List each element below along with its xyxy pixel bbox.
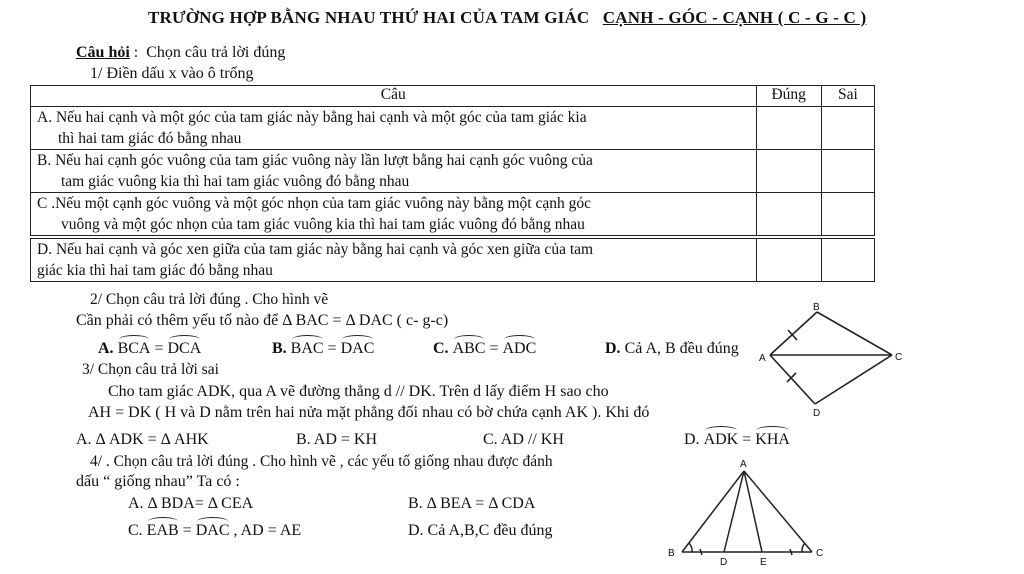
label-b: B: [668, 548, 675, 559]
table-header-row: [31, 86, 875, 107]
table-row: [31, 107, 875, 150]
q4-option-d[interactable]: D. Cả A,B,C đều đúng: [408, 522, 553, 539]
part1-heading: 1/ Điền dấu x vào ô trống: [90, 65, 254, 82]
title-main: TRƯỜNG HỢP BẰNG NHAU THỨ HAI CỦA TAM GIÁC: [148, 8, 590, 27]
angle-mark-c: [802, 543, 805, 552]
q4-option-a[interactable]: A. Δ BDA= Δ CEA: [128, 495, 254, 512]
sai-checkbox[interactable]: [821, 150, 874, 193]
column-header-dung: Đúng: [756, 86, 821, 107]
dung-checkbox[interactable]: [756, 150, 821, 193]
label-b: B: [813, 302, 820, 313]
q3-option-a[interactable]: A. Δ ADK = Δ AHK: [76, 431, 209, 448]
q2-option-a[interactable]: A. BCA = DCA: [98, 340, 202, 357]
label-e: E: [760, 557, 767, 568]
label-d: D: [813, 408, 821, 419]
title-sub: CẠNH - GÓC - CẠNH ( C - G - C ): [602, 8, 867, 27]
q3-option-b[interactable]: B. AD = KH: [296, 431, 378, 448]
q4-line2: dấu “ giống nhau” Ta có :: [76, 473, 240, 490]
label-a: A: [759, 353, 766, 364]
label-c: C: [816, 548, 824, 559]
answer-table: [30, 85, 875, 282]
cau-hoi-colon: :: [133, 44, 139, 61]
figure-triangle: [662, 455, 837, 570]
label-a: A: [740, 459, 747, 470]
q3-option-d[interactable]: D. ADK = KHA: [684, 431, 790, 448]
q2-option-c[interactable]: C. ABC = ADC: [433, 340, 537, 357]
table-row: [31, 237, 875, 282]
q3-heading: 3/ Chọn câu trả lời sai: [82, 361, 219, 378]
dung-checkbox[interactable]: [756, 237, 821, 282]
q3-line2: AH = DK ( H và D nằm trên hai nửa mặt phẳng đối nhau có bờ chứa cạnh AK ). Khi đó: [88, 404, 650, 421]
q4-option-b[interactable]: B. Δ BEA = Δ CDA: [408, 495, 536, 512]
question-header: [76, 44, 285, 62]
segment-ad: [770, 355, 815, 404]
table-row: [31, 193, 875, 238]
q2-option-b[interactable]: B. BAC = DAC: [272, 340, 375, 357]
dung-checkbox[interactable]: [756, 193, 821, 238]
sai-checkbox[interactable]: [821, 237, 874, 282]
column-header-sai: Sai: [821, 86, 874, 107]
sai-checkbox[interactable]: [821, 107, 874, 150]
q3-line1: Cho tam giác ADK, qua A vẽ đường thẳng d // DK. Trên d lấy điểm H sao cho: [108, 383, 609, 400]
q4-option-c[interactable]: C. EAB = DAC , AD = AE: [128, 522, 302, 539]
q3-option-c[interactable]: C. AD // KH: [483, 431, 564, 448]
figure-quadrilateral: [755, 300, 905, 420]
cau-hoi-text: Chọn câu trả lời đúng: [146, 44, 286, 61]
segment-bc: [817, 312, 892, 355]
q2-option-d[interactable]: D. Cả A, B đều đúng: [605, 340, 739, 357]
statement-cell: C .Nếu một cạnh góc vuông và một góc nhọn của tam giác vuông này bằng một cạnh góc vuông và một góc nhọn của tam giác vuông kia thì hai tam giác vuông đó bằng nhau: [31, 193, 757, 238]
dung-checkbox[interactable]: [756, 107, 821, 150]
label-d: D: [720, 557, 728, 568]
cau-hoi-label: Câu hỏi: [76, 44, 130, 61]
angle-mark-b: [689, 543, 692, 552]
q2-prompt: Cần phải có thêm yếu tố nào để Δ BAC = Δ DAC ( c- g-c): [76, 312, 449, 329]
segment-dc: [815, 355, 892, 404]
table-row: [31, 150, 875, 193]
statement-cell: D. Nếu hai cạnh và góc xen giữa của tam giác này bằng hai cạnh và góc xen giữa của tam giác kia thì hai tam giác đó bằng nhau: [31, 237, 757, 282]
statement-cell: A. Nếu hai cạnh và một góc của tam giác này bằng hai cạnh và một góc của tam giác kia thì hai tam giác đó bằng nhau: [31, 107, 757, 150]
page-title: [148, 8, 866, 28]
segment-ae: [744, 471, 762, 552]
segment-ab: [770, 312, 817, 355]
segment-ac: [744, 471, 812, 552]
sai-checkbox[interactable]: [821, 193, 874, 238]
tick-mark-ec: [790, 549, 792, 555]
tick-mark-bd: [700, 549, 702, 555]
q2-heading: 2/ Chọn câu trả lời đúng . Cho hình vẽ: [90, 291, 329, 308]
statement-cell: B. Nếu hai cạnh góc vuông của tam giác vuông này lần lượt bằng hai cạnh góc vuông của tam giác vuông kia thì hai tam giác vuông đó bằng nhau: [31, 150, 757, 193]
column-header-cau: Câu: [31, 86, 757, 107]
label-c: C: [895, 352, 903, 363]
q4-line1: 4/ . Chọn câu trả lời đúng . Cho hình vẽ , các yếu tố giống nhau được đánh: [90, 453, 553, 470]
